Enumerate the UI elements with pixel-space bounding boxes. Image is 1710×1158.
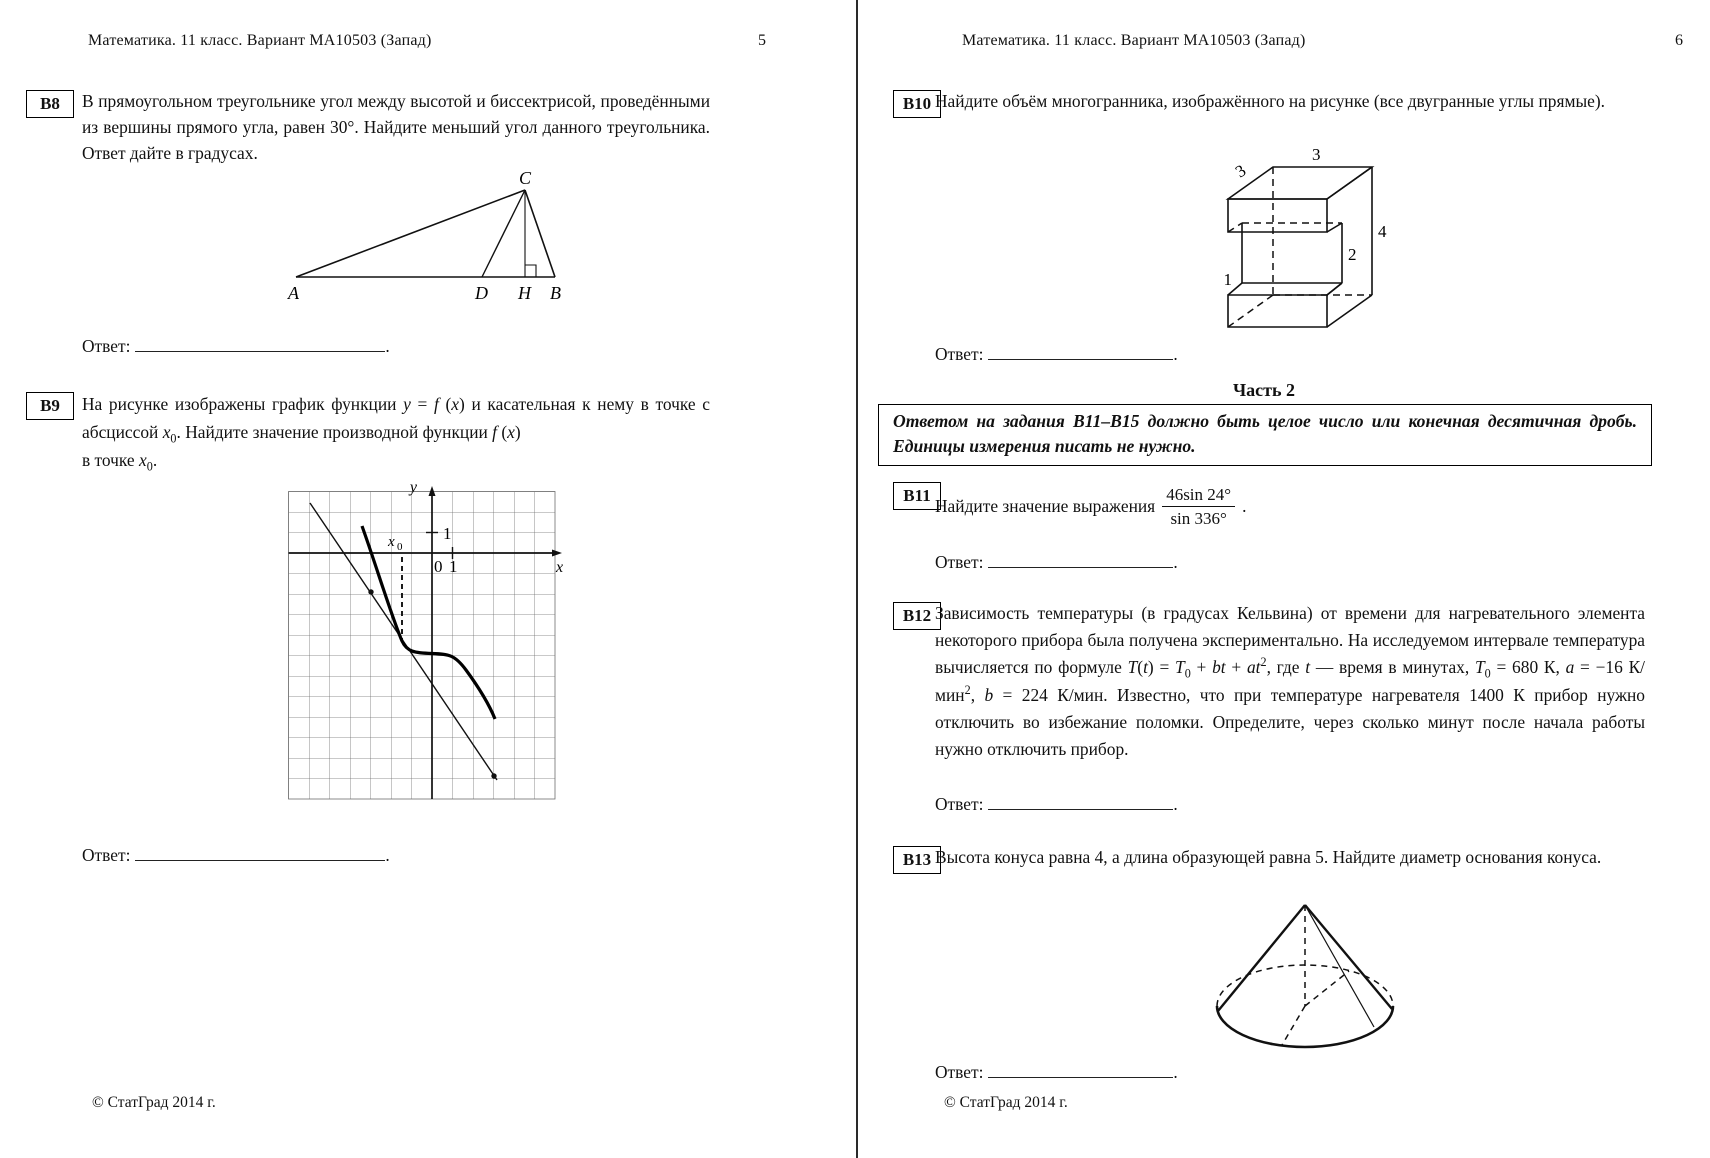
answer-blank — [988, 552, 1173, 568]
problem-label-b10: В10 — [893, 90, 941, 118]
triangle-figure — [250, 168, 580, 308]
vertex-label-a: A — [288, 283, 299, 303]
answer-blank — [988, 1062, 1173, 1078]
tick-label-one-y: 1 — [443, 524, 452, 543]
copyright-footer-right: © СтатГрад 2014 г. — [944, 1094, 1068, 1111]
answer-line-b11: Ответ: . — [935, 552, 1178, 572]
edge-label-bottom: 1 — [1223, 270, 1232, 289]
part2-heading: Часть 2 — [1232, 380, 1296, 400]
b11-period: . — [1242, 495, 1247, 516]
origin-label: 0 — [434, 557, 443, 576]
vertex-label-c: C — [519, 168, 532, 188]
problem-text-b9-part2: в точке $x_0$. — [82, 450, 158, 474]
right-angle-mark — [525, 265, 536, 277]
radius-back — [1305, 971, 1349, 1006]
answer-label: Ответ: — [935, 552, 984, 572]
answer-label: Ответ: — [935, 794, 984, 814]
answer-blank — [988, 344, 1173, 360]
x-axis-label: x — [556, 559, 564, 576]
vertex-label-b: B — [550, 283, 561, 303]
problem-text-b11 — [935, 478, 1246, 534]
x0-label: x — [388, 534, 395, 550]
x-axis-arrow — [552, 550, 562, 557]
cone-figure — [1195, 898, 1425, 1070]
answer-label: Ответ: — [935, 344, 984, 364]
page-number-left: 5 — [758, 32, 766, 49]
edge-label-depth: 3 — [1231, 160, 1250, 182]
vertex-label-h: H — [518, 283, 531, 303]
page-header-right: Математика. 11 класс. Вариант МА10503 (Запад) — [962, 32, 1306, 49]
answer-label: Ответ: — [82, 336, 131, 356]
b11-intro: Найдите значение выражения — [935, 495, 1156, 516]
fraction-denominator: sin 336° — [1170, 508, 1227, 528]
radius-front — [1282, 1006, 1305, 1045]
tick-label-one-x: 1 — [449, 557, 458, 576]
answer-line-b8: Ответ: . — [82, 336, 390, 356]
answer-blank — [135, 336, 385, 352]
page-number-right: 6 — [1675, 32, 1683, 49]
copyright-footer-left: © СтатГрад 2014 г. — [92, 1094, 216, 1111]
answer-line-b12: Ответ: . — [935, 794, 1178, 814]
problem-label-b12: В12 — [893, 602, 941, 630]
page-header-left: Математика. 11 класс. Вариант МА10503 (Запад) — [88, 32, 432, 49]
fraction — [1162, 484, 1235, 529]
problem-text-b13: Высота конуса равна 4, а длина образующей равна 5. Найдите диаметр основания конуса. — [935, 847, 1602, 867]
edge-label-height: 4 — [1378, 222, 1387, 241]
page-divider — [856, 0, 858, 1158]
problem-label-b13: В13 — [893, 846, 941, 874]
base-front-arc — [1217, 1006, 1393, 1047]
function-graph-figure — [270, 478, 580, 808]
answer-line-b9: Ответ: . — [82, 845, 390, 865]
answer-blank — [988, 794, 1173, 810]
edge-label-width: 3 — [1312, 145, 1321, 164]
problem-text-b9-part1: На рисунке изображены график функции y = f (x) и касательная к нему в точке с абсциссой $x_0$. Найдите значение производной функции f (x) — [82, 394, 710, 446]
part2-instruction-box: Ответом на задания В11–В15 должно быть целое число или конечная десятичная дробь. Единицы измерения писать не нужно. — [878, 404, 1652, 466]
problem-text-b10: Найдите объём многогранника, изображённого на рисунке (все двугранные углы прямые). — [935, 91, 1605, 111]
answer-label: Ответ: — [935, 1062, 984, 1082]
answer-line-b13: Ответ: . — [935, 1062, 1178, 1082]
problem-label-b8: В8 — [26, 90, 74, 118]
tangent-point-2 — [491, 773, 496, 778]
answer-blank — [135, 845, 385, 861]
grid — [289, 492, 556, 800]
answer-line-b10: Ответ: . — [935, 344, 1178, 364]
fraction-numerator: 46sin 24° — [1162, 484, 1235, 507]
y-axis-arrow — [429, 486, 436, 496]
vertex-label-d: D — [475, 283, 488, 303]
problem-text-b12: Зависимость температуры (в градусах Кельвина) от времени для нагревательного элемента некоторого прибора была получена экспериментально. На исследуемом интервале температура вычисляется по формуле $T(t) = T_0$ + bt + $at^2$, где t — время в минутах, $T_0 = 680$ К, a = −16 К/мин$^2$, b = 224 К/мин. Известно, что при температуре нагревателя 1400 К прибор нужно отключить во избежание поломки. Определите, через сколько минут после начала работы нужно отключить прибор. — [935, 603, 1645, 760]
y-axis-label: y — [409, 479, 417, 496]
edge-label-middle: 2 — [1348, 245, 1357, 264]
answer-label: Ответ: — [82, 845, 131, 865]
tangent-point-1 — [368, 589, 373, 594]
polyhedron-figure — [1125, 142, 1425, 338]
x0-sub-label: 0 — [397, 541, 403, 553]
problem-text-b8: В прямоугольном треугольнике угол между высотой и биссектрисой, проведёнными из вершины прямого угла, равен 30°. Найдите меньший угол данного треугольника. Ответ дайте в градусах. — [82, 91, 710, 163]
problem-label-b9: В9 — [26, 392, 74, 420]
problem-label-b11: В11 — [893, 482, 941, 510]
